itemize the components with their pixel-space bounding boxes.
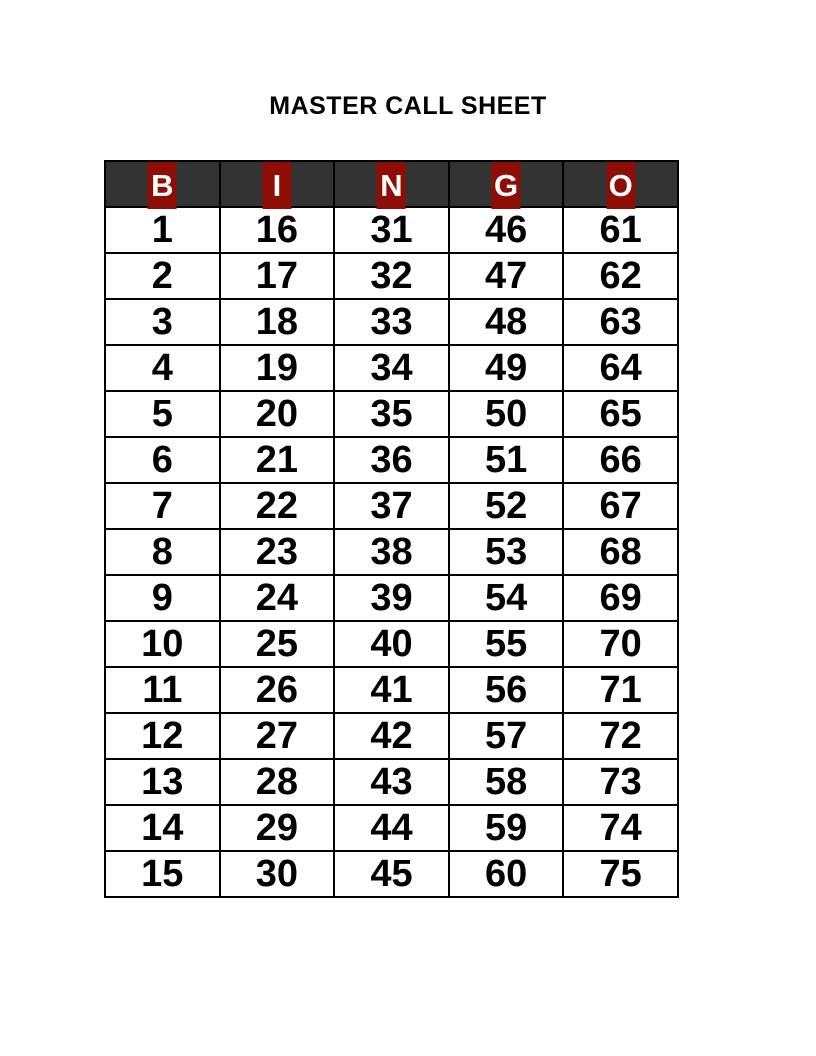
call-number-cell-i-28: 28	[220, 759, 335, 805]
call-number-cell-b-6: 6	[105, 437, 220, 483]
call-number-cell-o-74: 74	[563, 805, 678, 851]
table-row	[105, 621, 678, 667]
header-row	[105, 161, 678, 207]
call-number-cell-b-11: 11	[105, 667, 220, 713]
table-row	[105, 851, 678, 897]
table-row	[105, 437, 678, 483]
call-number-cell-n-33: 33	[334, 299, 449, 345]
header-letter-chip-i: I	[262, 162, 291, 209]
call-number-cell-i-30: 30	[220, 851, 335, 897]
column-header-i	[220, 161, 335, 207]
header-letter-chip-o: O	[606, 162, 635, 209]
call-number-cell-o-63: 63	[563, 299, 678, 345]
table-row	[105, 299, 678, 345]
table-row	[105, 759, 678, 805]
call-number-cell-g-52: 52	[449, 483, 564, 529]
table-row	[105, 207, 678, 253]
call-number-cell-n-45: 45	[334, 851, 449, 897]
call-number-cell-n-37: 37	[334, 483, 449, 529]
table-header	[105, 161, 678, 207]
call-number-cell-b-13: 13	[105, 759, 220, 805]
call-number-cell-b-12: 12	[105, 713, 220, 759]
call-number-cell-g-46: 46	[449, 207, 564, 253]
call-number-cell-i-24: 24	[220, 575, 335, 621]
call-number-cell-g-56: 56	[449, 667, 564, 713]
call-number-cell-g-57: 57	[449, 713, 564, 759]
table-row	[105, 575, 678, 621]
call-number-cell-b-2: 2	[105, 253, 220, 299]
call-number-cell-b-7: 7	[105, 483, 220, 529]
header-letter-chip-g: G	[492, 162, 521, 209]
call-number-cell-o-70: 70	[563, 621, 678, 667]
call-number-cell-n-41: 41	[334, 667, 449, 713]
call-number-cell-b-9: 9	[105, 575, 220, 621]
call-number-cell-i-19: 19	[220, 345, 335, 391]
header-letter-chip-n: N	[377, 162, 406, 209]
call-number-cell-o-69: 69	[563, 575, 678, 621]
call-number-cell-g-55: 55	[449, 621, 564, 667]
call-number-cell-n-43: 43	[334, 759, 449, 805]
call-number-cell-o-72: 72	[563, 713, 678, 759]
call-number-cell-g-59: 59	[449, 805, 564, 851]
call-number-cell-n-36: 36	[334, 437, 449, 483]
call-number-cell-o-71: 71	[563, 667, 678, 713]
table-row	[105, 713, 678, 759]
call-number-cell-o-68: 68	[563, 529, 678, 575]
call-number-cell-n-39: 39	[334, 575, 449, 621]
call-number-cell-b-1: 1	[105, 207, 220, 253]
call-number-cell-o-67: 67	[563, 483, 678, 529]
call-number-cell-b-10: 10	[105, 621, 220, 667]
call-number-cell-n-40: 40	[334, 621, 449, 667]
call-number-cell-g-54: 54	[449, 575, 564, 621]
call-number-cell-o-66: 66	[563, 437, 678, 483]
call-number-cell-i-26: 26	[220, 667, 335, 713]
table-row	[105, 391, 678, 437]
call-number-cell-g-49: 49	[449, 345, 564, 391]
call-number-cell-g-47: 47	[449, 253, 564, 299]
call-number-cell-o-75: 75	[563, 851, 678, 897]
table-row	[105, 667, 678, 713]
call-number-cell-n-38: 38	[334, 529, 449, 575]
call-number-cell-b-14: 14	[105, 805, 220, 851]
call-number-cell-g-58: 58	[449, 759, 564, 805]
call-number-cell-i-18: 18	[220, 299, 335, 345]
table-row	[105, 805, 678, 851]
call-number-cell-g-60: 60	[449, 851, 564, 897]
call-number-cell-n-32: 32	[334, 253, 449, 299]
call-number-cell-i-16: 16	[220, 207, 335, 253]
call-number-cell-b-3: 3	[105, 299, 220, 345]
call-number-cell-b-4: 4	[105, 345, 220, 391]
call-number-cell-n-35: 35	[334, 391, 449, 437]
call-number-cell-i-22: 22	[220, 483, 335, 529]
bingo-call-table	[104, 160, 679, 898]
page-title: MASTER CALL SHEET	[269, 92, 547, 120]
column-header-b	[105, 161, 220, 207]
call-number-cell-b-15: 15	[105, 851, 220, 897]
call-number-cell-i-17: 17	[220, 253, 335, 299]
call-number-cell-o-61: 61	[563, 207, 678, 253]
call-number-cell-g-48: 48	[449, 299, 564, 345]
call-number-cell-i-23: 23	[220, 529, 335, 575]
call-number-cell-o-64: 64	[563, 345, 678, 391]
table-row	[105, 345, 678, 391]
table-body	[105, 207, 678, 897]
call-number-cell-g-53: 53	[449, 529, 564, 575]
call-number-cell-g-51: 51	[449, 437, 564, 483]
call-number-cell-b-8: 8	[105, 529, 220, 575]
table-row	[105, 483, 678, 529]
header-letter-chip-b: B	[148, 162, 177, 209]
call-number-cell-o-73: 73	[563, 759, 678, 805]
call-number-cell-i-27: 27	[220, 713, 335, 759]
table-row	[105, 253, 678, 299]
call-number-cell-i-20: 20	[220, 391, 335, 437]
column-header-o	[563, 161, 678, 207]
call-number-cell-b-5: 5	[105, 391, 220, 437]
call-number-cell-n-34: 34	[334, 345, 449, 391]
call-number-cell-i-25: 25	[220, 621, 335, 667]
call-number-cell-n-31: 31	[334, 207, 449, 253]
call-number-cell-i-21: 21	[220, 437, 335, 483]
call-number-cell-n-42: 42	[334, 713, 449, 759]
column-header-g	[449, 161, 564, 207]
call-number-cell-n-44: 44	[334, 805, 449, 851]
column-header-n	[334, 161, 449, 207]
call-number-cell-i-29: 29	[220, 805, 335, 851]
call-number-cell-o-62: 62	[563, 253, 678, 299]
table-row	[105, 529, 678, 575]
call-number-cell-o-65: 65	[563, 391, 678, 437]
call-number-cell-g-50: 50	[449, 391, 564, 437]
